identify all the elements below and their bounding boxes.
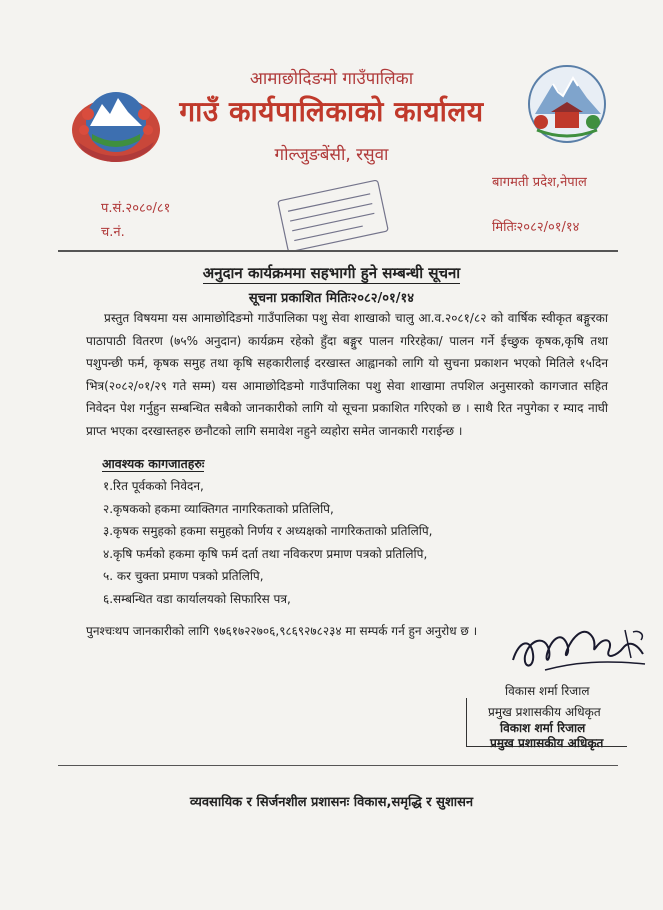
header-divider [58,250,618,252]
signatory-title: प्रमुख प्रशासकीय अधिकृत [488,705,601,719]
requirement-item: ५. कर चुक्ता प्रमाण पत्रको प्रतिलिपि, [103,569,264,583]
notice-body-text: प्रस्तुत विषयमा यस आमाछोदिङमो गाउँपालिका पशु सेवा शाखाको चालु आ.व.२०८१/८२ को वार्षिक स्वीकृत बङ्गुरका पाठापाठी वितरण (७५% अनुदान) कार्यक्रम रहेको हुँदा बङ्गुर पालन गरिरहेका/ पालन गर्ने ईच्छुक कृषक,कृषि तथा पशुपन्छी फर्म, कृषक समुह तथा कृषि सहकारीलाई दरखास्त आह्वानको लागि यो सुचना प्रकाशन भएको मितिले १५दिन भित्र(२०८२/०१/२९ गते सम्म) यस आमाछोदिङमो गाउँपालिका पशु सेवा शाखामा तपशिल अनुसारको कागजात सहित निवेदन पेश गर्नुहुन सम्बन्धित सबैको जानकारीको लागि यो सूचना प्रकाशित गरिएको छ । साथै रित नपुगेका र म्याद नाघी प्राप्त भएका दरखास्तहरु छनौटको लागि समावेश नहुने व्यहोरा समेत जानकारी गराईन्छ । [86,311,608,438]
province: बागमती प्रदेश,नेपाल [492,175,587,190]
requirement-item: ४.कृषि फर्मको हकमा कृषि फर्म दर्ता तथा नविकरण प्रमाण पत्रको प्रतिलिपि, [103,546,428,561]
requirement-item: १.रित पूर्वकको निवेदन, [103,479,204,493]
letter-date: मितिः२०८२/०१/१४ [492,220,580,235]
requirement-item: ६.सम्बन्धित वडा कार्यालयको सिफारिस पत्र, [103,591,291,606]
requirement-item: ३.कृषक समुहको हकमा समुहको निर्णय र अध्यक्षको नागरिकताको प्रतिलिपि, [103,524,433,538]
notice-title: अनुदान कार्यक्रममा सहभागी हुने सम्बन्धी सूचना [202,264,461,282]
notice-body [86,307,608,442]
footer-motto: व्यवसायिक र सिर्जनशील प्रशासनः विकास,समृद्धि र सुशासन [189,795,474,810]
office-stamp-icon [270,180,396,252]
office-location: गोल्जुङबेंसी, रसुवा [274,145,389,165]
dispatch-number: च.नं. [101,225,125,240]
signatory-name: विकास शर्मा रिजाल [505,684,590,698]
requirements-heading: आवश्यक कागजातहरुः [102,456,205,471]
contact-note: पुनश्चःथप जानकारीको लागि ९७६१७२२७०६,९८६९२७८२३४ मा सम्पर्क गर्न हुन अनुरोध छ । [86,624,478,638]
reference-number: प.सं.२०८०/८१ [101,201,171,216]
footer-divider [58,765,618,766]
published-date: सूचना प्रकाशित मितिः२०८२/०१/१४ [248,291,415,306]
requirement-item: २.कृषकको हकमा व्याक्तिगत नागरिकताको प्रतिलिपि, [103,501,334,516]
stamp-title: प्रमुख प्रशासकीय अधिकृत [490,736,604,750]
municipality-name: आमाछोदिङमो गाउँपालिका [249,69,414,89]
office-name: गाउँ कार्यपालिकाको कार्यालय [179,95,484,128]
signature-icon [505,610,655,690]
stamp-name: विकाश शर्मा रिजाल [500,721,586,735]
requirements-list [103,475,432,610]
